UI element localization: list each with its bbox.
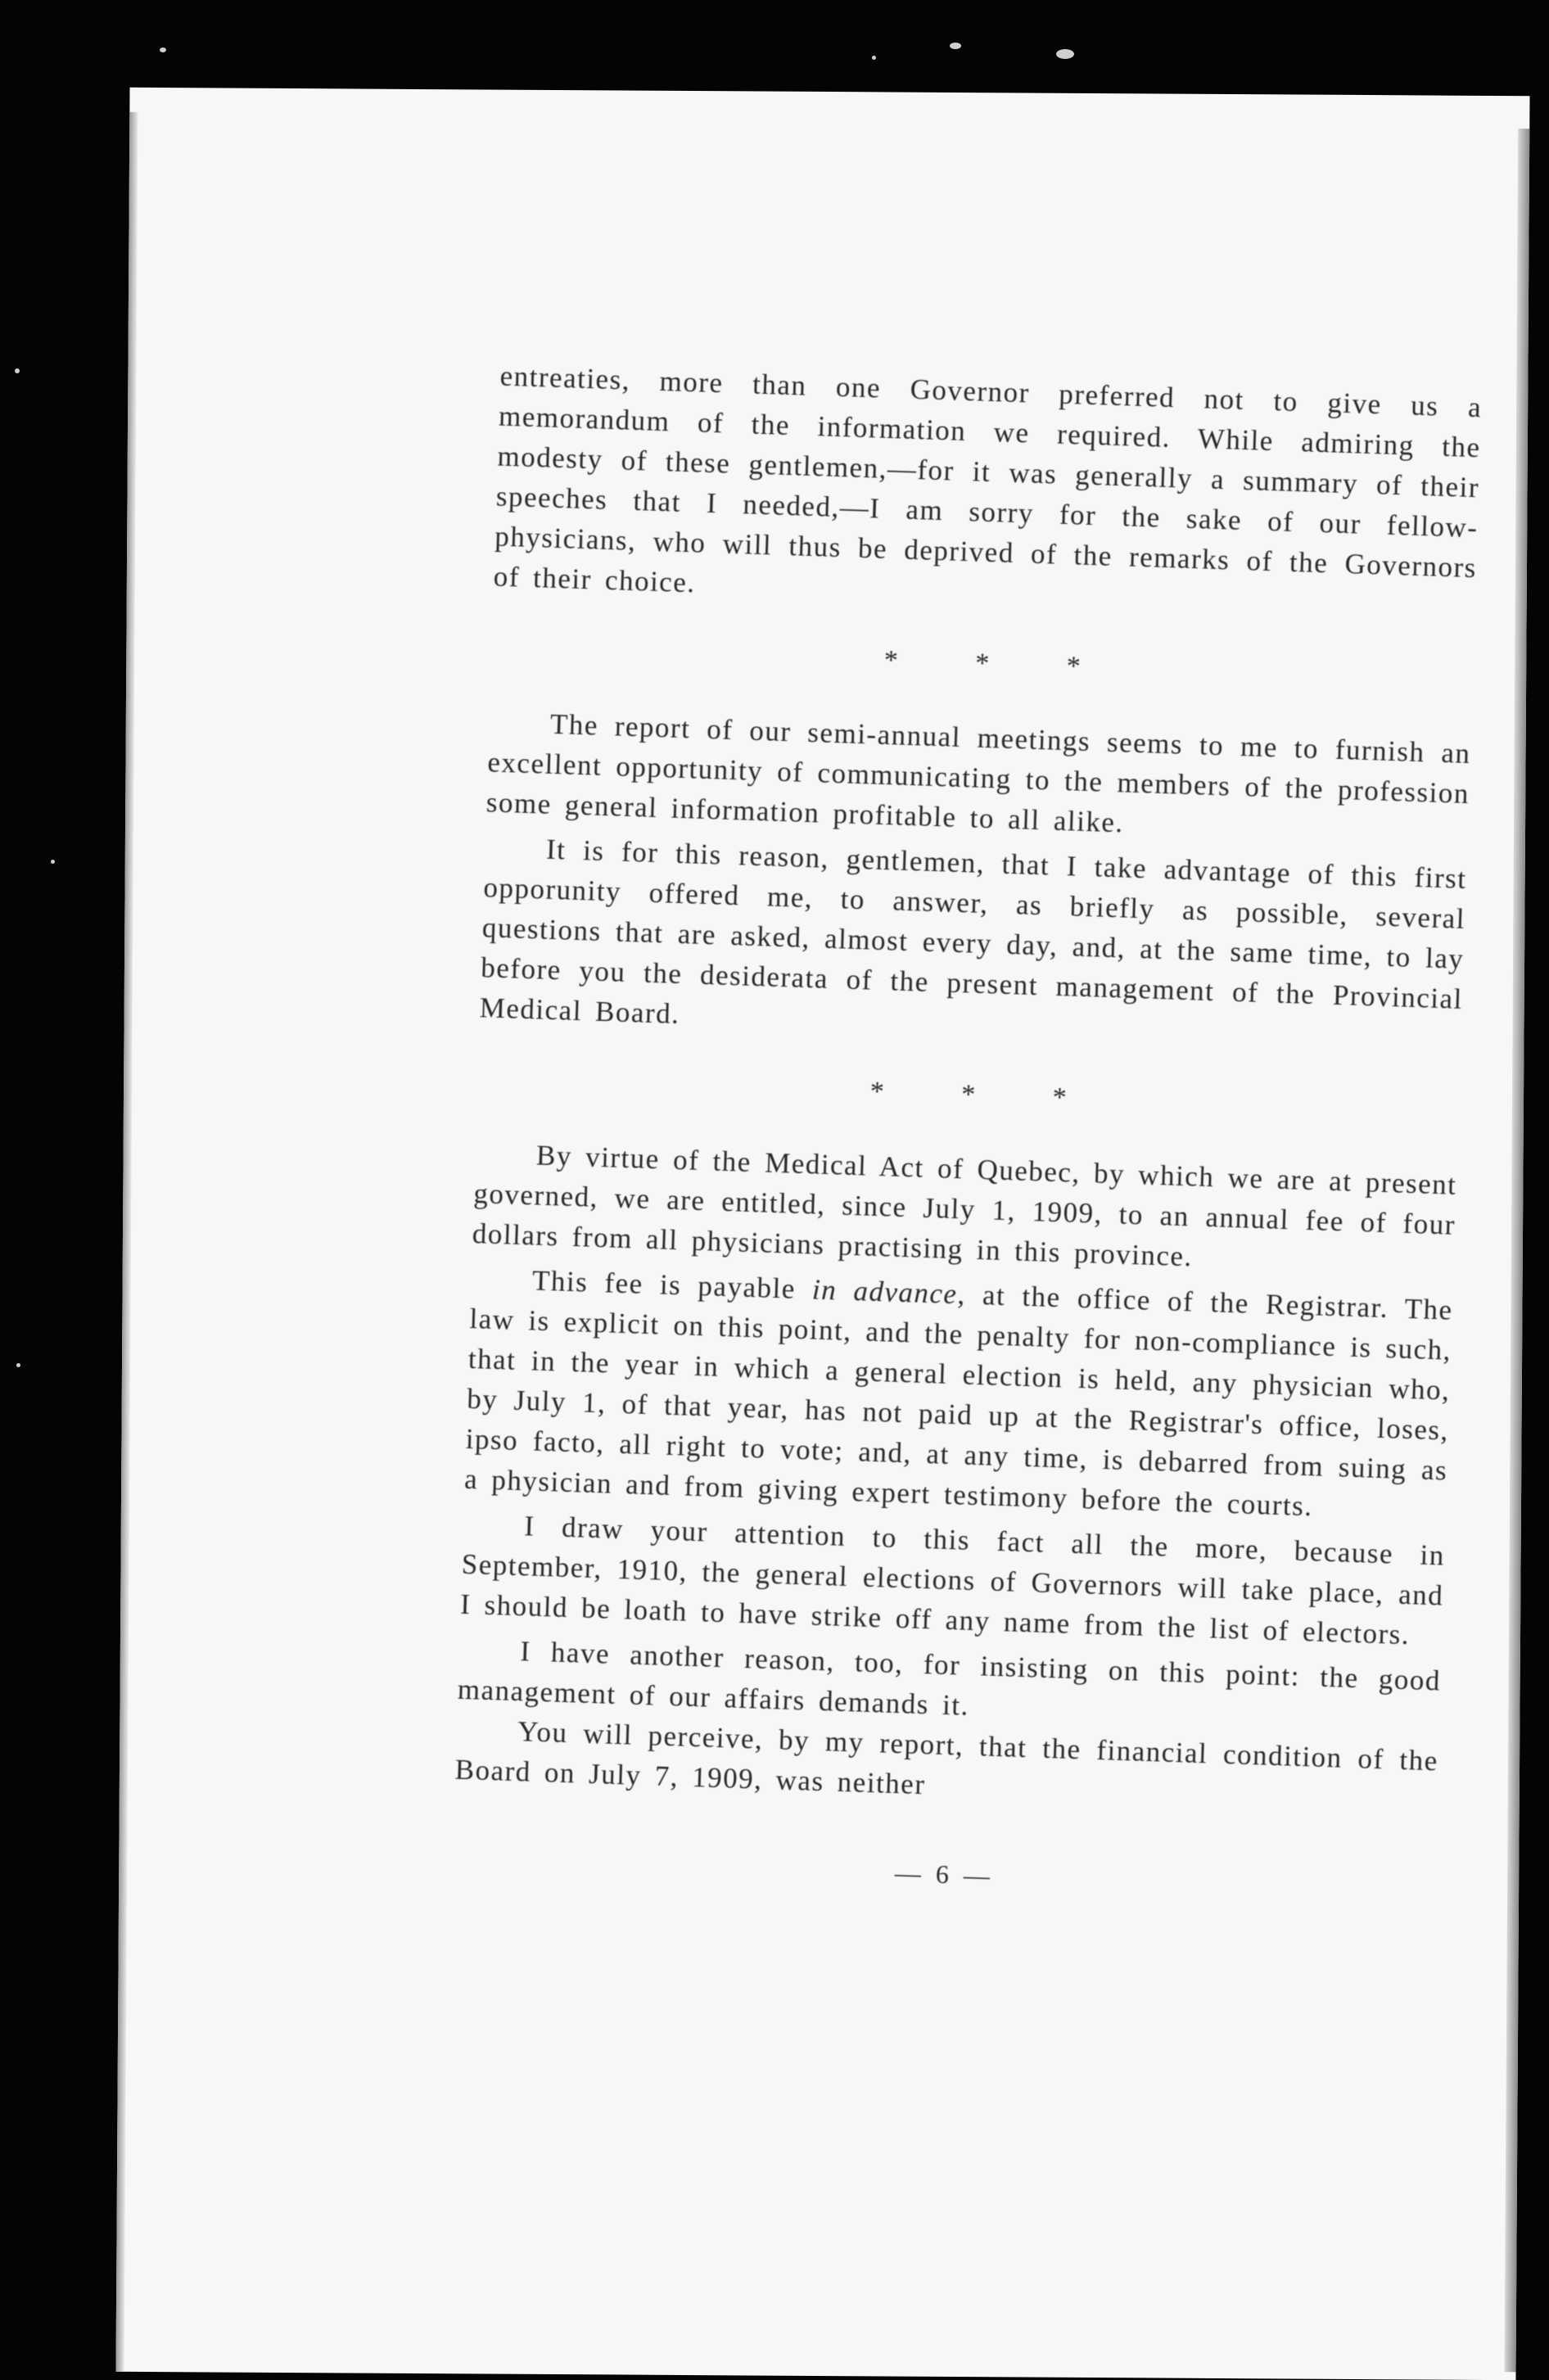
paragraph-1: entreaties, more than one Governor preferred not to give us a memorandum of the information we required. While admiring the modesty of these gentlemen,—for it was generally a summary of their speeches that I needed,—I am sorry for the sake of our fellow-physicians, who will thus be deprived of the remarks of the Governors of their choice. <box>493 359 1483 599</box>
scan-speck <box>950 43 961 49</box>
paragraph-5-text-before: This fee is payable <box>531 1264 813 1306</box>
paragraph-7: I have another reason, too, for insisting on this point: the good management of our affairs demands it. <box>457 1635 1442 1722</box>
scan-speck <box>16 1363 20 1367</box>
paragraph-5 <box>463 1258 1453 1531</box>
scan-speck <box>872 56 876 60</box>
section-break-2: * * * <box>869 1076 1100 1114</box>
paragraph-4: By virtue of the Medical Act of Quebec, by which we are at present governed, we are entitled, since July 1, 1909, to an annual fee of four dollars from all physicians practising in this province. <box>472 1139 1458 1273</box>
scan-speck <box>1056 49 1074 59</box>
scan-speck <box>51 860 55 864</box>
paragraph-5-text-after: , at the office of the Registrar. The law is explicit on this point, and the penalty for non-compliance is such, that in the year in which a general election is held, any physician who, by July 1, of that year, has not paid up at the Registrar's office, loses, ipso facto, all right to vote; and, at any time, is debarred from suing as a physician and from giving expert testimony before the courts. <box>463 1278 1454 1523</box>
text-column <box>451 356 1482 1911</box>
paragraph-6: I draw your attention to this fact all the more, because in September, 1910, the general elections of Governors will take place, and I should be loath to have strike off any name from the list of electors. <box>459 1510 1446 1651</box>
paragraph-2: The report of our semi-annual meetings seems to me to furnish an excellent opportunity of communicating to the members of the profession some general information profitable to all alike. <box>485 707 1472 839</box>
document-page <box>115 88 1529 2380</box>
page-number: — 6 — <box>894 1858 992 1890</box>
scan-speck <box>15 368 20 373</box>
paragraph-5-italic: in advance <box>811 1273 959 1311</box>
page-left-edge <box>115 112 138 2372</box>
paragraph-8: You will perceive, by my report, that the financial condition of the Board on July 7, 1909, was neither <box>454 1715 1439 1801</box>
page-right-edge <box>1505 129 1530 2372</box>
scan-speck <box>160 47 166 52</box>
paragraph-3: It is for this reason, gentlemen, that I take advantage of this first opporunity offered me, to answer, as briefly as possible, several questions that are asked, almost every day, and, at the same time, to lay before you the desiderata of the present management of the Provincial Medical Board. <box>479 833 1468 1031</box>
section-break-1: * * * <box>883 644 1114 683</box>
